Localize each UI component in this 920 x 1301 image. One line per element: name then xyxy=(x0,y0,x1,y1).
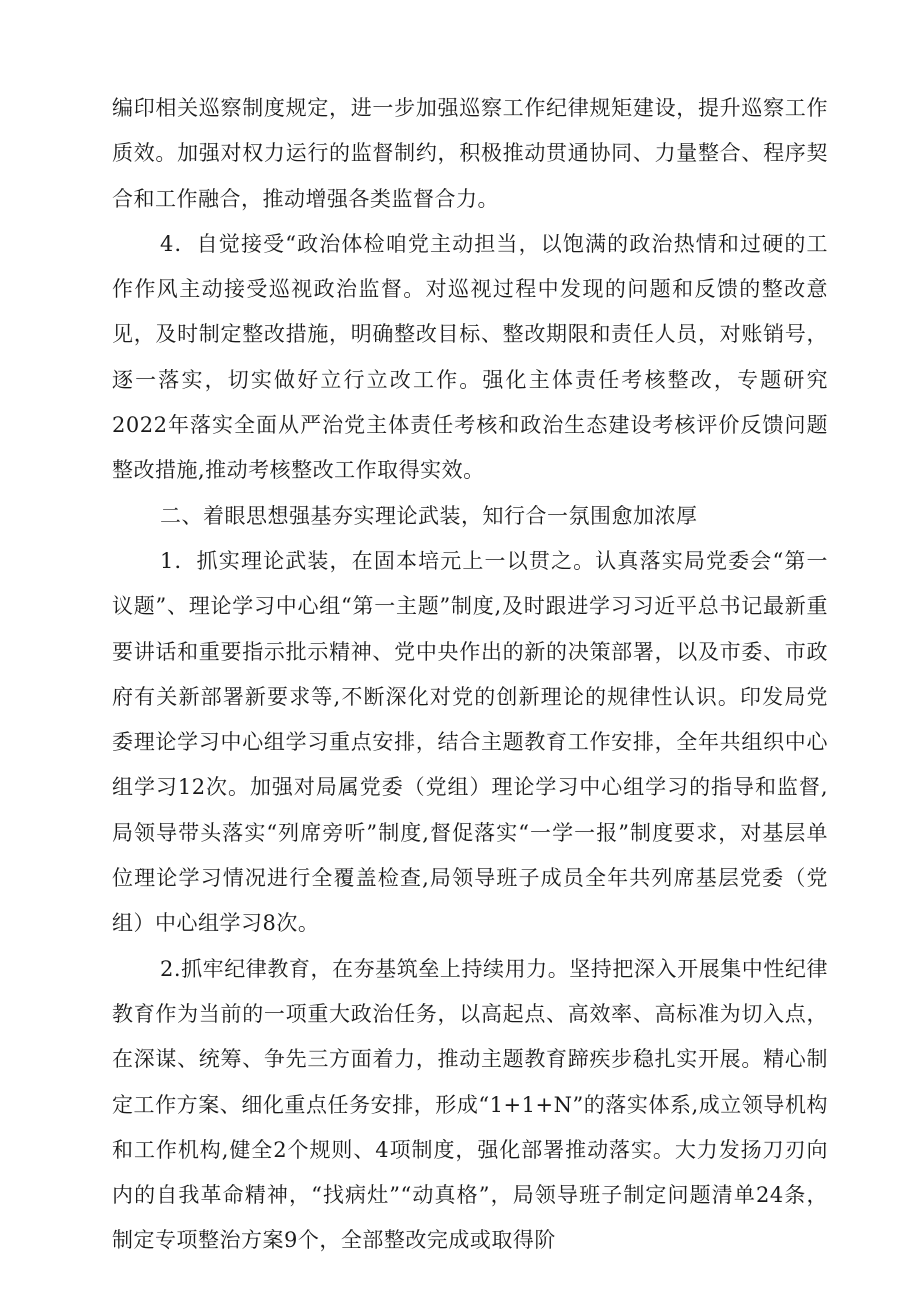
document-body xyxy=(112,86,828,1264)
paragraph-inspection-rules: 编印相关巡察制度规定，进一步加强巡察工作纪律规矩建设，提升巡察工作质效。加强对权力运行的监督制约，积极推动贯通协同、力量整合、程序契合和工作融合，推动增强各类监督合力。 xyxy=(112,96,828,211)
section-heading-theory: 二、着眼思想强基夯实理论武装，知行合一氛围愈加浓厚 xyxy=(160,503,698,528)
paragraph-discipline-education: 2.抓牢纪律教育，在夯基筑垒上持续用力。坚持把深入开展集中性纪律教育作为当前的一项重大政治任务，以高起点、高效率、高标准为切入点，在深谋、统筹、争先三方面着力，推动主题教育蹄疾步稳扎实开展。精心制定工作方案、细化重点任务安排，形成“1+1+N”的落实体系,成立领导机构和工作机构,健全2个规则、4项制度，强化部署推动落实。大力发扬刀刃向内的自我革命精神，“找病灶”“动真格”，局领导班子制定问题清单24条，制定专项整治方案9个，全部整改完成或取得阶 xyxy=(112,956,828,1253)
paragraph-accept-inspection: 4．自觉接受“政治体检咱党主动担当，以饱满的政治热情和过硬的工作作风主动接受巡视政治监督。对巡视过程中发现的问题和反馈的整改意见，及时制定整改措施，明确整改目标、整改期限和责任人员，对账销号，逐一落实，切实做好立行立改工作。强化主体责任考核整改，专题研究2022年落实全面从严治党主体责任考核和政治生态建设考核评价反馈问题整改措施,推动考核整改工作取得实效。 xyxy=(112,231,828,483)
paragraph-theory-study: 1．抓实理论武装，在固本培元上一以贯之。认真落实局党委会“第一议题”、理论学习中心组“第一主题”制度,及时跟进学习习近平总书记最新重要讲话和重要指示批示精神、党中央作出的新的决策部署，以及市委、市政府有关新部署新要求等,不断深化对党的创新理论的规律性认识。印发局党委理论学习中心组学习重点安排，结合主题教育工作安排，全年共组织中心组学习12次。加强对局属党委（党组）理论学习中心组学习的指导和监督,局领导带头落实“列席旁听”制度,督促落实“一学一报”制度要求，对基层单位理论学习情况进行全覆盖检查,局领导班子成员全年共列席基层党委（党组）中心组学习8次。 xyxy=(112,548,828,936)
